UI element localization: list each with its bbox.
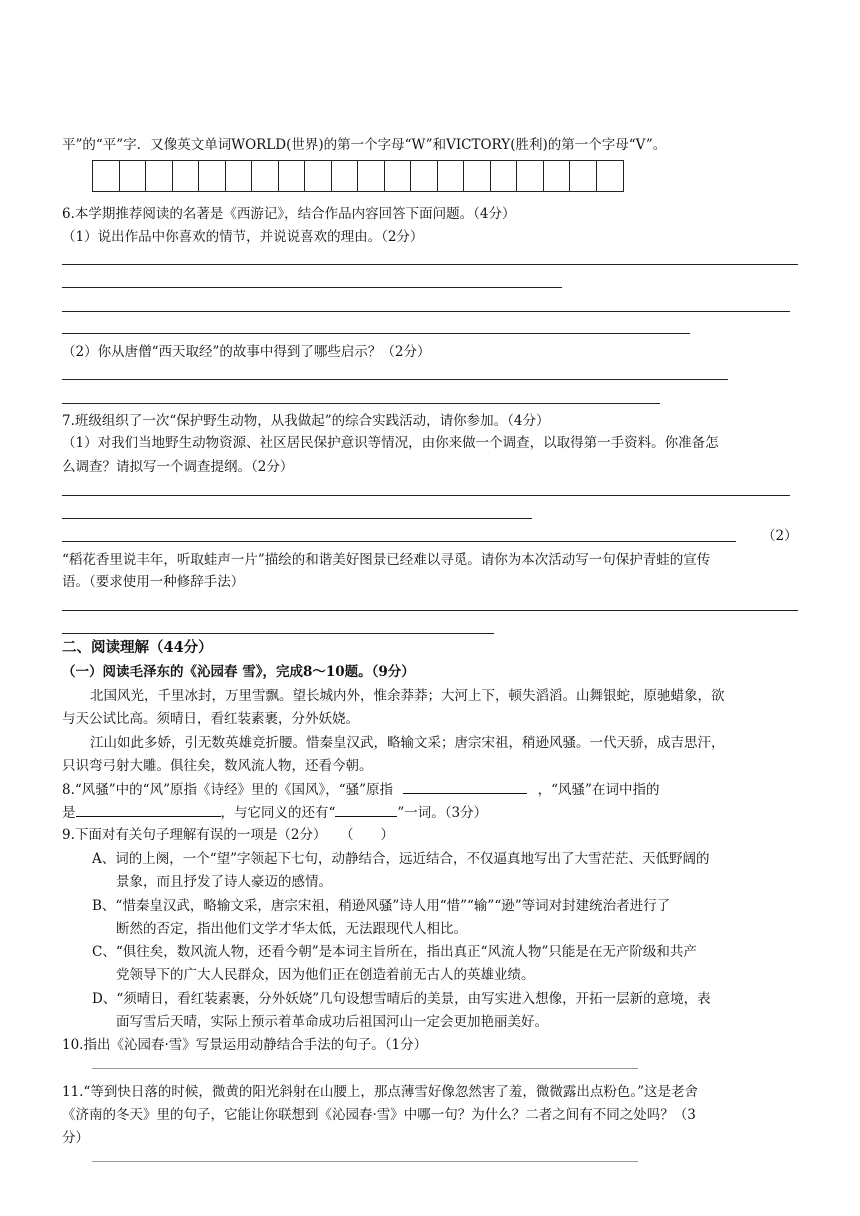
answer-line[interactable]	[62, 379, 728, 380]
answer-line[interactable]	[62, 541, 736, 542]
q9-option-b-line1: B、“惜秦皇汉武，略输文采，唐宗宋祖，稍逊风骚”诗人用“惜”“输”“逊”等词对封建统治者进行了	[92, 898, 671, 914]
continuation-text: 平”的“平”字．又像英文单词WORLD(世界)的第一个字母“W”和VICTORY(胜利)的第一个字母“V”。	[62, 137, 667, 153]
q8-line1	[62, 781, 659, 798]
answer-box[interactable]	[544, 161, 571, 191]
section-title: 二、阅读理解（44分）	[62, 639, 213, 656]
q8-blank-2[interactable]	[76, 804, 221, 817]
answer-box[interactable]	[226, 161, 253, 191]
q8-part-b: ，“风骚”在词中指的	[537, 782, 660, 798]
answer-box[interactable]	[146, 161, 173, 191]
answer-box[interactable]	[173, 161, 200, 191]
q7-sub2-line2: 语。（要求使用一种修辞手法）	[62, 574, 245, 590]
q9-option-c-line2: 党领导下的广大人民群众，因为他们正在创造着前无古人的英雄业绩。	[116, 967, 535, 983]
q7-stem: 7.班级组织了一次“保护野生动物，从我做起”的综合实践活动，请你参加。（4分）	[62, 413, 550, 429]
q9-option-c-line1: C、“俱往矣，数风流人物，还看今朝”是本词主旨所在，指出真正“风流人物”只能是在无产阶级和共产	[92, 944, 697, 960]
q11-line3: 分）	[62, 1130, 89, 1146]
q8-part-d: ，与它同义的还有“	[220, 805, 336, 821]
q7-sub2-number: （2）	[762, 528, 798, 544]
answer-box[interactable]	[199, 161, 226, 191]
answer-line[interactable]	[62, 518, 532, 519]
q9-option-b-line2: 断然的否定，指出他们文学才华太低，无法跟现代人相比。	[116, 921, 467, 937]
q9-option-a-line2: 景象，而且抒发了诗人豪迈的感情。	[116, 874, 332, 890]
q7-sub1-line2: 么调查？请拟写一个调查提纲。（2分）	[62, 459, 294, 475]
answer-box[interactable]	[358, 161, 385, 191]
answer-box[interactable]	[93, 161, 120, 191]
answer-box[interactable]	[279, 161, 306, 191]
q9-stem: 9.下面对有关句子理解有误的一项是（2分） （ ）	[62, 827, 394, 843]
q9-option-a-line1: A、词的上阕，一个“望”字领起下七句，动静结合，远近结合，不仅逼真地写出了大雪茫茫、天低野阔的	[92, 851, 710, 867]
q9-option-d-line2: 面写雪后天晴，实际上预示着革命成功后祖国河山一定会更加艳丽美好。	[116, 1014, 548, 1030]
answer-box[interactable]	[120, 161, 147, 191]
q9-option-d-line1: D、“须晴日，看红装素裹，分外妖娆”几句设想雪晴后的美景，由写实进入想像，开拓一层新的意境，表	[92, 991, 711, 1007]
q6-stem: 6.本学期推荐阅读的名著是《西游记》，结合作品内容回答下面问题。（4分）	[62, 206, 516, 222]
q6-sub2: （2）你从唐僧“西天取经”的故事中得到了哪些启示？（2分）	[62, 344, 431, 360]
answer-line[interactable]	[62, 495, 790, 496]
answer-box[interactable]	[517, 161, 544, 191]
answer-box-grid[interactable]	[92, 160, 624, 192]
answer-box[interactable]	[305, 161, 332, 191]
answer-line[interactable]	[62, 333, 690, 334]
q8-blank-1[interactable]	[403, 781, 527, 794]
answer-line[interactable]	[92, 1161, 638, 1162]
answer-box[interactable]	[597, 161, 624, 191]
q11-line1: 11.“等到快日落的时候，微黄的阳光斜射在山腰上，那点薄雪好像忽然害了羞，微微露出点粉色。”这是老舍	[62, 1084, 699, 1100]
q10-stem: 10.指出《沁园春·雪》写景运用动静结合手法的句子。（1分）	[62, 1037, 428, 1053]
answer-box[interactable]	[570, 161, 597, 191]
answer-box[interactable]	[438, 161, 465, 191]
poem-p2-line1: 江山如此多娇，引无数英雄竞折腰。惜秦皇汉武，略输文采；唐宗宋祖，稍逊风骚。一代天骄，成吉思汗，	[90, 735, 725, 751]
answer-box[interactable]	[385, 161, 412, 191]
q6-sub1: （1）说出作品中你喜欢的情节，并说说喜欢的理由。（2分）	[62, 229, 424, 245]
q8-part-c: 是	[62, 805, 76, 821]
answer-line[interactable]	[62, 311, 790, 312]
q8-part-e: ”一词。（3分）	[397, 805, 488, 821]
answer-line[interactable]	[62, 403, 660, 404]
answer-box[interactable]	[252, 161, 279, 191]
q8-blank-3[interactable]	[335, 804, 397, 817]
part1-title: （一）阅读毛泽东的《沁园春 雪》，完成8～10题。（9分）	[62, 664, 415, 680]
q7-sub2-line1: “稻花香里说丰年，听取蛙声一片”描绘的和谐美好图景已经难以寻觅。请你为本次活动写一句保护青蛙的宣传	[62, 552, 711, 568]
q7-sub1-line1: （1）对我们当地野生动物资源、社区居民保护意识等情况，由你来做一个调查，以取得第一手资料。你准备怎	[62, 435, 719, 451]
answer-line[interactable]	[62, 264, 798, 265]
answer-line[interactable]	[62, 610, 798, 611]
answer-box[interactable]	[332, 161, 359, 191]
answer-box[interactable]	[491, 161, 518, 191]
answer-box[interactable]	[411, 161, 438, 191]
answer-line[interactable]	[62, 287, 562, 288]
poem-p1-line2: 与天公试比高。须晴日，看红装素裹，分外妖娆。	[62, 711, 359, 727]
answer-line[interactable]	[62, 633, 494, 634]
poem-p2-line2: 只识弯弓射大雕。俱往矣，数风流人物，还看今朝。	[62, 758, 373, 774]
q8-part-a: 8.“风骚”中的“风”原指《诗经》里的《国风》，“骚”原指	[62, 782, 394, 798]
q11-line2: 《济南的冬天》里的句子，它能让你联想到《沁园春·雪》中哪一句？为什么？二者之间有不同之处吗？（3	[62, 1107, 696, 1123]
answer-line[interactable]	[92, 1068, 638, 1069]
q8-line2	[62, 804, 487, 821]
answer-box[interactable]	[464, 161, 491, 191]
poem-p1-line1: 北国风光，千里冰封，万里雪飘。望长城内外，惟余莽莽；大河上下，顿失滔滔。山舞银蛇，原驰蜡象，欲	[90, 688, 725, 704]
